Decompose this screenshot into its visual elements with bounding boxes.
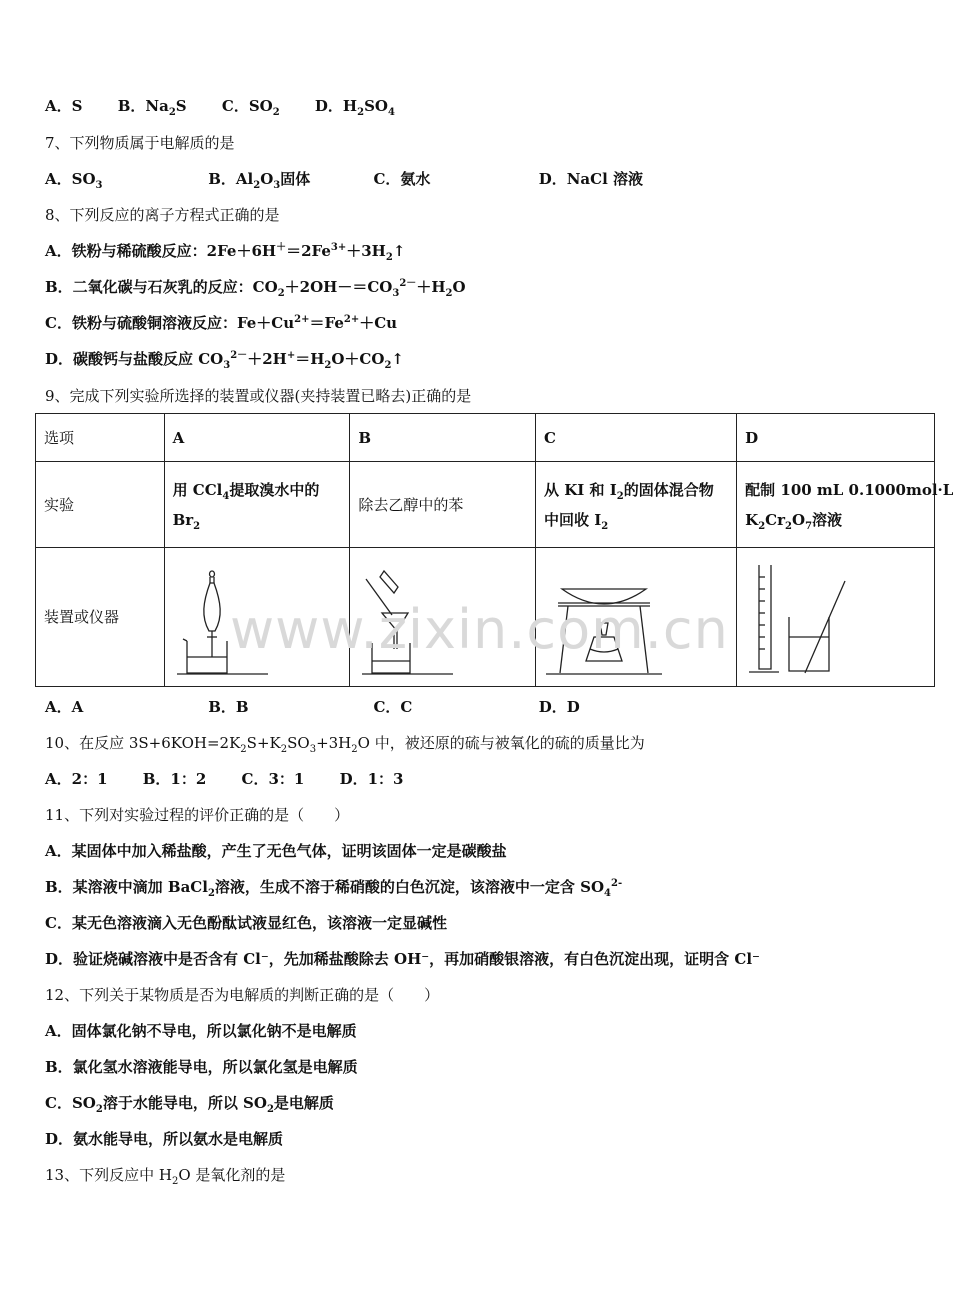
- q7-option-b: B．$Al_2O_3$固体: [208, 170, 311, 191]
- experiment-c: 从 KI 和 $I_2$的固体混合物 中回收 $I_2$: [536, 462, 737, 548]
- q12-option-a: A．固体氯化钠不导电，所以氯化钠不是电解质: [45, 1022, 357, 1040]
- q12-stem: 12、下列关于某物质是否为电解质的判断正确的是（ ）: [45, 986, 440, 1004]
- experiment-d: 配制 100 mL 0.1000mol·L $K_2Cr_2O_7$溶液: [737, 462, 935, 548]
- q8-option-d: D．碳酸钙与盐酸反应 $CO_3^{2-}+2H^+=H_2O+CO_2↑$: [45, 350, 404, 371]
- q10-option-b: B．1：2: [142, 770, 207, 788]
- watermark: www.zixin.com.cn: [230, 598, 729, 661]
- q9-stem: 9、完成下列实验所选择的装置或仪器(夹持装置已略去)正确的是: [45, 387, 472, 405]
- q8-option-c: C．铁粉与硫酸铜溶液反应：$Fe+Cu^{2+}=Fe^{2+}+Cu$: [45, 314, 398, 332]
- q6-option-c: C．$SO_2$: [221, 97, 280, 118]
- q9-answer-b: B．B: [208, 698, 249, 716]
- graduated-cylinder-icon: [745, 557, 855, 677]
- header-a: A: [164, 414, 350, 462]
- q10-option-c: C．3：1: [241, 770, 305, 788]
- q11-option-c: C．某无色溶液滴入无色酚酞试液显红色，该溶液一定显碱性: [45, 914, 447, 932]
- q7-option-c: C．氨水: [373, 170, 431, 188]
- q12-option-c: C．$SO_2$溶于水能导电，所以 $SO_2$是电解质: [45, 1094, 334, 1115]
- apparatus-d: [737, 548, 935, 687]
- q11-option-a: A．某固体中加入稀盐酸，产生了无色气体，证明该固体一定是碳酸盐: [45, 842, 507, 860]
- header-option: 选项: [36, 414, 165, 462]
- q10-option-d: D．1：3: [339, 770, 404, 788]
- q10-option-a: A．2：1: [45, 770, 108, 788]
- q13-stem: 13、下列反应中 $H_2O$ 是氧化剂的是: [45, 1166, 286, 1187]
- experiment-a: 用 CCl$_4$提取溴水中的 $Br_2$: [164, 462, 350, 548]
- header-c: C: [536, 414, 737, 462]
- q10-stem: 10、在反应 $3S+6KOH=2K_2S+K_2SO_3+3H_2O$ 中，被还原的硫与被氧化的硫的质量比为: [45, 734, 645, 755]
- q6-option-a: A．S: [45, 97, 83, 115]
- q7-options: [45, 169, 643, 189]
- q12-option-d: D．氨水能导电，所以氨水是电解质: [45, 1130, 284, 1148]
- q11-stem: 11、下列对实验过程的评价正确的是（ ）: [45, 806, 350, 824]
- table-experiment-row: [36, 462, 935, 548]
- q9-answer-a: A．A: [45, 698, 84, 716]
- q10-options: [45, 769, 404, 789]
- q12-option-b: B．氯化氢水溶液能导电，所以氯化氢是电解质: [45, 1058, 358, 1076]
- row-label-apparatus: 装置或仪器: [36, 548, 165, 687]
- row-label-experiment: 实验: [36, 462, 165, 548]
- q6-options: [45, 96, 395, 116]
- header-b: B: [350, 414, 536, 462]
- q7-option-d: D．NaCl 溶液: [538, 170, 644, 188]
- q8-option-b: B．二氧化碳与石灰乳的反应：$CO_2+2OH-=CO_3^{2-}+H_2O$: [45, 278, 466, 299]
- q8-stem: 8、下列反应的离子方程式正确的是: [45, 206, 280, 224]
- q11-option-b: B．某溶液中滴加 BaCl$_2$溶液，生成不溶于稀硝酸的白色沉淀，该溶液中一定含 $SO_4^{2-}$: [45, 878, 623, 899]
- q11-option-d: D．验证烧碱溶液中是否含有 Cl⁻，先加稀盐酸除去 OH⁻，再加硝酸银溶液，有白色沉淀出现，证明含 Cl⁻: [45, 950, 760, 968]
- q6-option-b: B．$Na_2S$: [117, 97, 187, 118]
- table-header-row: [36, 414, 935, 462]
- q7-stem: 7、下列物质属于电解质的是: [45, 134, 235, 152]
- q9-answers: [45, 697, 580, 717]
- q9-answer-c: C．C: [373, 698, 413, 716]
- q6-option-d: D．$H_2SO_4$: [314, 97, 395, 118]
- q8-option-a: A．铁粉与稀硫酸反应：$2Fe+6H^+=2Fe^{3+}+3H_2↑$: [45, 242, 406, 263]
- experiment-b: 除去乙醇中的苯: [350, 462, 536, 548]
- q9-answer-d: D．D: [538, 698, 580, 716]
- header-d: D: [737, 414, 935, 462]
- q7-option-a: A．$SO_3$: [45, 170, 103, 191]
